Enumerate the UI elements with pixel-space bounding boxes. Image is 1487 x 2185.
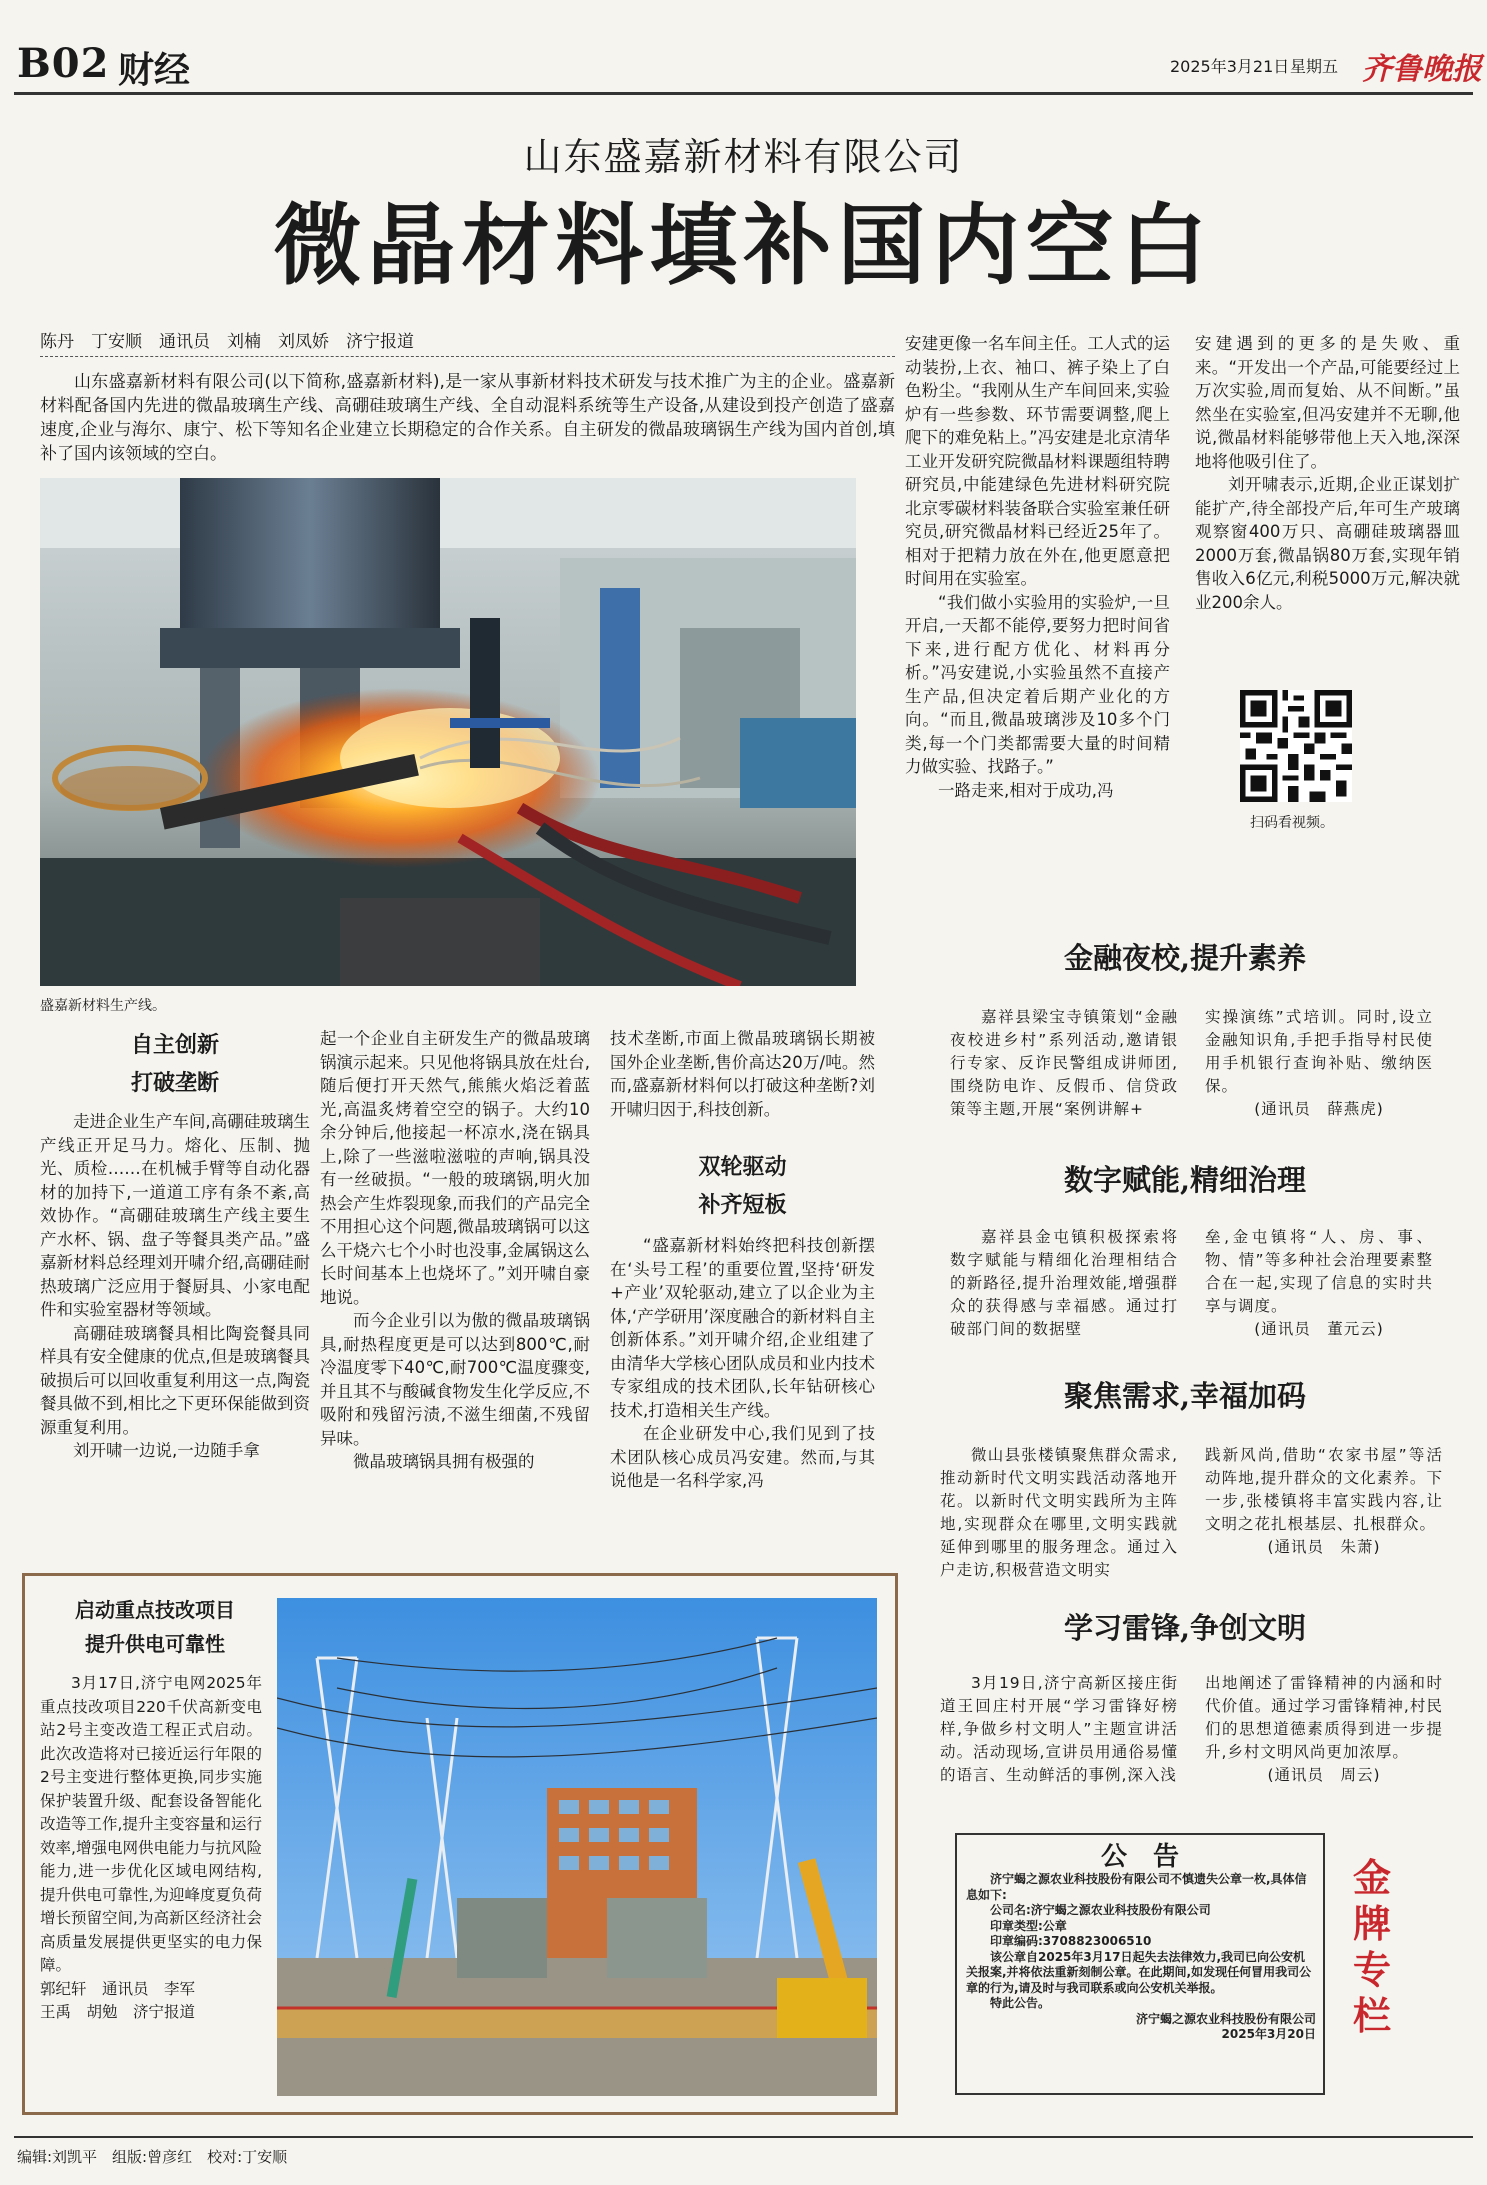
column-c2 [610,1234,875,1493]
col-d-p1: 安建更像一名车间主任。工人式的运动装扮,上衣、袖口、裤子染上了白色粉尘。“我刚从生产车间回来,实验炉有一些参数、环节需要调整,爬上爬下的难免粘上。”冯安建是北京清华工业开发研究院微晶材料课题组特聘研究员,中能建绿色先进材料研究院北京零碳材料装备联合实验室兼任研究员,研究微晶材料已经近25年了。相对于把精力放在外在,他更愿意把时间用在实验室。 [905,334,1170,588]
col-e-p2: 刘开啸表示,近期,企业正谋划扩能扩产,待全部投产后,年可生产玻璃观察窗400万只、高硼硅玻璃器皿2000万套,微晶锅80万套,实现年销售收入6亿元,利税5000万元,解决就业200余人。 [1195,475,1460,612]
box-title-line1: 启动重点技改项目 [75,1598,235,1622]
brief-title-3: 聚焦需求,幸福加码 [1063,1379,1307,1413]
footer-rule [14,2136,1473,2138]
col-a-p3: 刘开啸一边说,一边随手拿 [73,1441,260,1460]
byline-dash-rule [40,356,895,357]
col-a-p1: 走进企业生产车间,高硼硅玻璃生产线正开足马力。熔化、压制、抛光、质检……在机械手臂等自动化器材的加持下,一道道工序有条不紊,高效协作。“高硼硅玻璃生产线主要生产水杯、锅、盘子等餐具类产品。”盛嘉新材料总经理刘开啸介绍,高硼硅耐热玻璃广泛应用于餐厨具、小家电配件和实验室器材等领域。 [40,1112,310,1319]
brief-2-signature: (通讯员 董元云) [1254,1320,1384,1338]
brief-1-left-text: 嘉祥县梁宝寺镇策划“金融夜校进乡村”系列活动,邀请银行专家、反诈民警组成讲师团,围绕防电诈、反假币、信贷政策等主题,开展“案例讲解+ [950,1008,1178,1118]
production-line-photo [40,478,856,986]
brief-4-left [940,1672,1178,1787]
brief-2-right-text: 垒,金屯镇将“人、房、事、物、情”等多种社会治理要素整合在一起,实现了信息的实时共享与调度。 [1205,1228,1433,1315]
brief-2-left-text: 嘉祥县金屯镇积极探索将数字赋能与精细化治理相结合的新路径,提升治理效能,增强群众的获得感与幸福感。通过打破部门间的数据壁 [950,1228,1178,1338]
section-name: 财经 [118,49,191,91]
col-d-p3: 一路走来,相对于成功,冯 [938,780,1114,800]
brief-1-left [950,1006,1178,1121]
box-byline-1: 郭纪轩 通讯员 李军 [40,1979,196,1998]
box-byline-2: 王禹 胡勉 济宁报道 [40,2003,196,2021]
brief-2-left [950,1226,1178,1341]
notice-statement: 该公章自2025年3月17日起失去法律效力,我司已向公安机关报案,并将依法重新刻制公章。在此期间,如发现任何冒用我司公章的行为,请及时与我司联系或向公安机关举报。 [966,1949,1312,1995]
brief-4-left-text: 3月19日,济宁高新区接庄街道王回庄村开展“学习雷锋好榜样,争做乡村文明人”主题宣讲活动。活动现场,宣讲员用通俗易懂的语言、生动鲜活的事例,深入浅 [940,1674,1178,1784]
brief-1-right-text: 实操演练”式培训。同时,设立金融知识角,手把手指导村民使用手机银行查询补贴、缴纳医保。 [1205,1008,1433,1095]
col-b-p3: 微晶玻璃锅具拥有极强的 [353,1452,535,1471]
subhead-2-line2: 补齐短板 [698,1192,787,1218]
paper-logo: 齐鲁晚报 [1362,52,1482,87]
article-byline: 陈丹 丁安顺 通讯员 刘楠 刘凤娇 济宁报道 [40,332,414,352]
brief-1-signature: (通讯员 薛燕虎) [1254,1100,1384,1118]
notice-signer: 济宁蝎之源农业科技股份有限公司 [1135,2011,1316,2026]
notice-seal-type: 印章类型:公章 [990,1918,1067,1933]
subhead-2-line1: 双轮驱动 [698,1154,787,1180]
brief-3-signature: (通讯员 朱萧) [1267,1538,1381,1556]
col-e-p1: 安建遇到的更多的是失败、重来。“开发出一个产品,可能要经过上万次实验,周而复始、从不间断。”虽然坐在实验室,但冯安建并不无聊,他说,微晶材料能够带他上天入地,深深地将他吸引住了。 [1195,334,1460,471]
header-rule [14,92,1473,95]
brief-3-left [940,1444,1178,1582]
brief-4-right [1205,1672,1443,1787]
brief-2-right [1205,1226,1433,1341]
col-c2-p1: “盛嘉新材料始终把科技创新摆在‘头号工程’的重要位置,坚持‘研发+产业’双轮驱动,建立了以企业为主体,‘产学研用’深度融合的新材料自主创新体系。”刘开啸介绍,企业组建了由清华大学核心团队成员和业内技术专家组成的技术团队,长年钻研核心技术,打造相关生产线。 [610,1236,875,1420]
brief-title-1: 金融夜校,提升素养 [1063,941,1307,975]
notice-company: 公司名:济宁蝎之源农业科技股份有限公司 [990,1903,1211,1917]
substation-illustration [277,1598,877,2096]
notice-title: 公 告 [1100,1842,1179,1872]
col-d-p2: “我们做小实验用的实验炉,一旦开启,一天都不能停,要努力把时间省下来,进行配方优化、材料再分析。”冯安建说,小实验虽然不直接产生产品,但决定着后期产业化的方向。“而且,微晶玻璃涉及10多个门类,每一个门类都需要大量的时间精力做实验、找路子。” [905,592,1170,776]
notice-special: 特此公告。 [990,1996,1051,2010]
col-b-p1: 起一个企业自主研发生产的微晶玻璃锅演示起来。只见他将锅具放在灶台,随后便打开天然气,熊熊火焰泛着蓝光,高温炙烤着空空的锅子。大约10余分钟后,他接起一杯凉水,浇在锅具上,除了一些滋啦滋啦的声响,锅具没有一丝破损。“一般的玻璃锅,明火加热会产生炸裂现象,而我们的产品完全不用担心这个问题,微晶玻璃锅可以这么干烧六七个小时也没事,金属锅这么长时间基本上也烧坏了。”刘开啸自豪地说。 [320,1029,590,1307]
article-headline: 微晶材料填补国内空白 [273,193,1214,297]
col-c2-p2: 在企业研发中心,我们见到了技术团队核心成员冯安建。然而,与其说他是一名科学家,冯 [610,1424,875,1490]
column-c [610,1027,875,1121]
column-e [1195,332,1460,614]
brief-3-right-text: 践新风尚,借助“农家书屋”等活动阵地,提升群众的文化素养。下一步,张楼镇将丰富实践内容,让文明之花扎根基层、扎根群众。 [1205,1446,1443,1533]
notice-date: 2025年3月20日 [1221,2027,1316,2041]
col-c-p1: 技术垄断,市面上微晶玻璃锅长期被国外企业垄断,售价高达20万/吨。然而,盛嘉新材料何以打破这种垄断?刘开啸归因于,科技创新。 [610,1029,875,1119]
qr-code-icon [1240,690,1352,802]
issue-weekday: 星期五 [1290,57,1339,76]
col-b-p2: 而今企业引以为傲的微晶玻璃锅具,耐热程度更是可以达到800℃,耐冷温度零下40℃,耐700℃温度骤变,并且其不与酸碱食物发生化学反应,不吸附和残留污渍,不滋生细菌,不残留异味。 [320,1311,590,1448]
qr-caption: 扫码看视频。 [1250,815,1334,831]
brief-3-right [1205,1444,1443,1559]
article-lead [40,370,895,466]
box-body [40,1672,262,2025]
article-kicker: 山东盛嘉新材料有限公司 [523,135,964,179]
column-a [40,1110,310,1463]
brief-4-right-text: 出地阐述了雷锋精神的内涵和时代价值。通过学习雷锋精神,村民们的思想道德素质得到进一步提升,乡村文明风尚更加浓厚。 [1205,1674,1443,1761]
photo-caption: 盛嘉新材料生产线。 [40,998,166,1014]
footer-credits: 编辑:刘凯平 组版:曾彦红 校对:丁安顺 [17,2148,288,2166]
production-line-illustration [40,478,856,986]
page-code: B02 [17,40,110,87]
col-a-p2: 高硼硅玻璃餐具相比陶瓷餐具同样具有安全健康的优点,但是玻璃餐具破损后可以回收重复利用这一点,陶瓷餐具做不到,相比之下更环保能做到资源重复利用。 [40,1323,310,1437]
column-d [905,332,1170,802]
box-body-text: 3月17日,济宁电网2025年重点技改项目220千伏高新变电站2号主变改造工程正式启动。此次改造将对已接近运行年限的2号主变进行整体更换,同步实施保护装置升级、配套设备智能化改造等工作,提升主变容量和运行效率,增强电网供电能力与抗风险能力,进一步优化区域电网结构,提升供电可靠性,为迎峰度夏负荷增长预留空间,为高新区经济社会高质量发展提供更坚实的电力保障。 [40,1674,262,1974]
brief-title-2: 数字赋能,精细治理 [1063,1163,1307,1197]
notice-seal-code: 印章编码:3708823006510 [990,1934,1152,1948]
notice-body [966,1872,1316,2043]
notice-intro: 济宁蝎之源农业科技股份有限公司不慎遗失公章一枚,具体信息如下: [966,1872,1307,1902]
box-title-line2: 提升供电可靠性 [85,1632,225,1656]
qr-code[interactable] [1240,690,1352,802]
substation-photo [277,1598,877,2096]
brief-title-4: 学习雷锋,争创文明 [1063,1611,1307,1645]
column-b [320,1027,590,1474]
brief-4-signature: (通讯员 周云) [1267,1766,1381,1784]
brief-1-right [1205,1006,1433,1121]
issue-date: 2025年3月21日 [1170,57,1290,76]
lead-paragraph: 山东盛嘉新材料有限公司(以下简称,盛嘉新材料),是一家从事新材料技术研发与技术推广为主的企业。盛嘉新材料配备国内先进的微晶玻璃生产线、高硼硅玻璃生产线、全自动混料系统等生产设备,从建设到投产创造了盛嘉速度,企业与海尔、康宁、松下等知名企业建立长期稳定的合作关系。自主研发的微晶玻璃锅生产线为国内首创,填补了国内该领域的空白。 [40,372,895,464]
brief-3-left-text: 微山县张楼镇聚焦群众需求,推动新时代文明实践活动落地开花。以新时代文明实践所为主阵地,实现群众在哪里,文明实践就延伸到哪里的服务理念。通过入户走访,积极营造文明实 [940,1446,1178,1579]
subhead-1-line2: 打破垄断 [130,1070,219,1096]
subhead-1-line1: 自主创新 [130,1032,219,1058]
gold-column-label: 金牌专栏 [1352,1855,1391,2038]
